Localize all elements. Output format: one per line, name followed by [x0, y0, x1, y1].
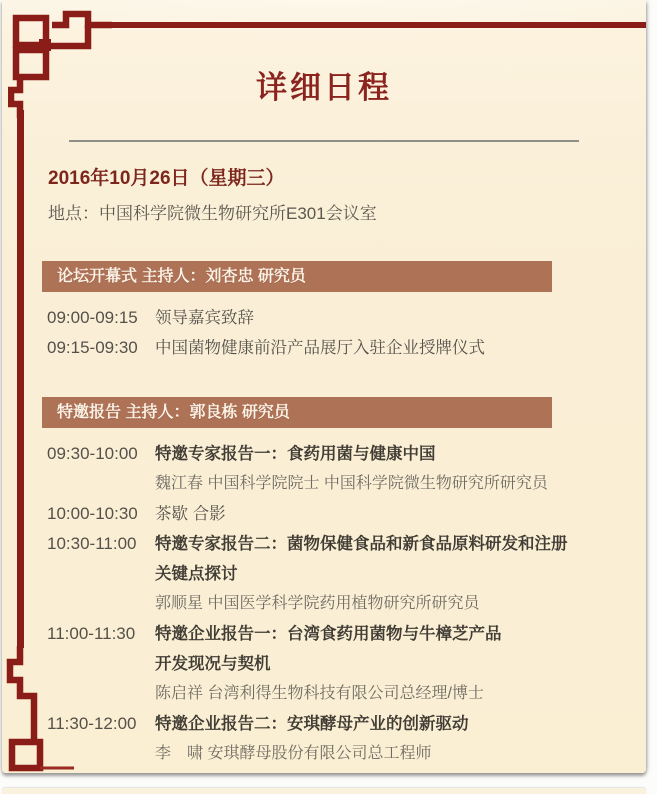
time-range: 11:00-11:30 [47, 624, 136, 643]
session-block [2, 261, 646, 363]
row-content [155, 303, 606, 333]
session-rows [2, 303, 646, 363]
time-range: 09:15-09:30 [47, 338, 138, 357]
speaker-line: 郭顺星 中国医学科学院药用植物研究所研究员 [155, 595, 480, 612]
schedule-row [47, 619, 606, 709]
schedule-row [47, 303, 606, 333]
schedule-content [2, 0, 646, 769]
schedule-row [47, 709, 606, 769]
time-range: 10:00-10:30 [47, 504, 138, 523]
row-content [155, 619, 606, 709]
item-title-line: 特邀企业报告二：安琪酵母产业的创新驱动 [155, 715, 469, 733]
row-content [155, 439, 606, 499]
schedule-row [47, 333, 606, 363]
schedule-card [2, 0, 646, 773]
item-title-line: 中国菌物健康前沿产品展厅入驻企业授牌仪式 [155, 339, 485, 357]
session-header-bar: 特邀报告 主持人：郭良栋 研究员 [42, 397, 552, 428]
item-title-line: 关键点探讨 [155, 565, 238, 583]
page-title: 详细日程 [256, 70, 392, 105]
speaker-line: 李 啸 安琪酵母股份有限公司总工程师 [155, 745, 432, 762]
event-location: 地点：中国科学院微生物研究所E301会议室 [48, 204, 377, 223]
row-content [155, 499, 606, 529]
session-rows [2, 439, 646, 769]
time-range: 11:30-12:00 [47, 714, 137, 733]
row-content [155, 709, 606, 769]
speaker-line: 魏江春 中国科学院院士 中国科学院微生物研究所研究员 [155, 475, 548, 492]
item-title-line: 特邀专家报告二：菌物保健食品和新食品原料研发和注册 [155, 535, 568, 553]
speaker-line: 陈启祥 台湾利得生物科技有限公司总经理/博士 [155, 685, 484, 702]
session-list [2, 261, 646, 769]
item-title-line: 茶歇 合影 [155, 505, 226, 523]
session-block [2, 397, 646, 769]
session-header-bar: 论坛开幕式 主持人：刘杏忠 研究员 [42, 261, 552, 292]
schedule-row [47, 499, 606, 529]
item-title-line: 领导嘉宾致辞 [155, 309, 254, 327]
row-content [155, 333, 606, 363]
item-title-line: 特邀企业报告一：台湾食药用菌物与牛樟芝产品 [155, 625, 502, 643]
schedule-row [47, 529, 606, 619]
time-range: 10:30-11:00 [47, 534, 137, 553]
event-date: 2016年10月26日（星期三） [48, 168, 285, 189]
time-range: 09:00-09:15 [47, 308, 138, 327]
time-range: 09:30-10:00 [47, 444, 138, 463]
title-divider [69, 140, 579, 142]
item-title-line: 开发现况与契机 [155, 655, 271, 673]
next-card-top-edge [2, 788, 646, 794]
schedule-row [47, 439, 606, 499]
item-title-line: 特邀专家报告一：食药用菌与健康中国 [155, 445, 436, 463]
row-content [155, 529, 606, 619]
